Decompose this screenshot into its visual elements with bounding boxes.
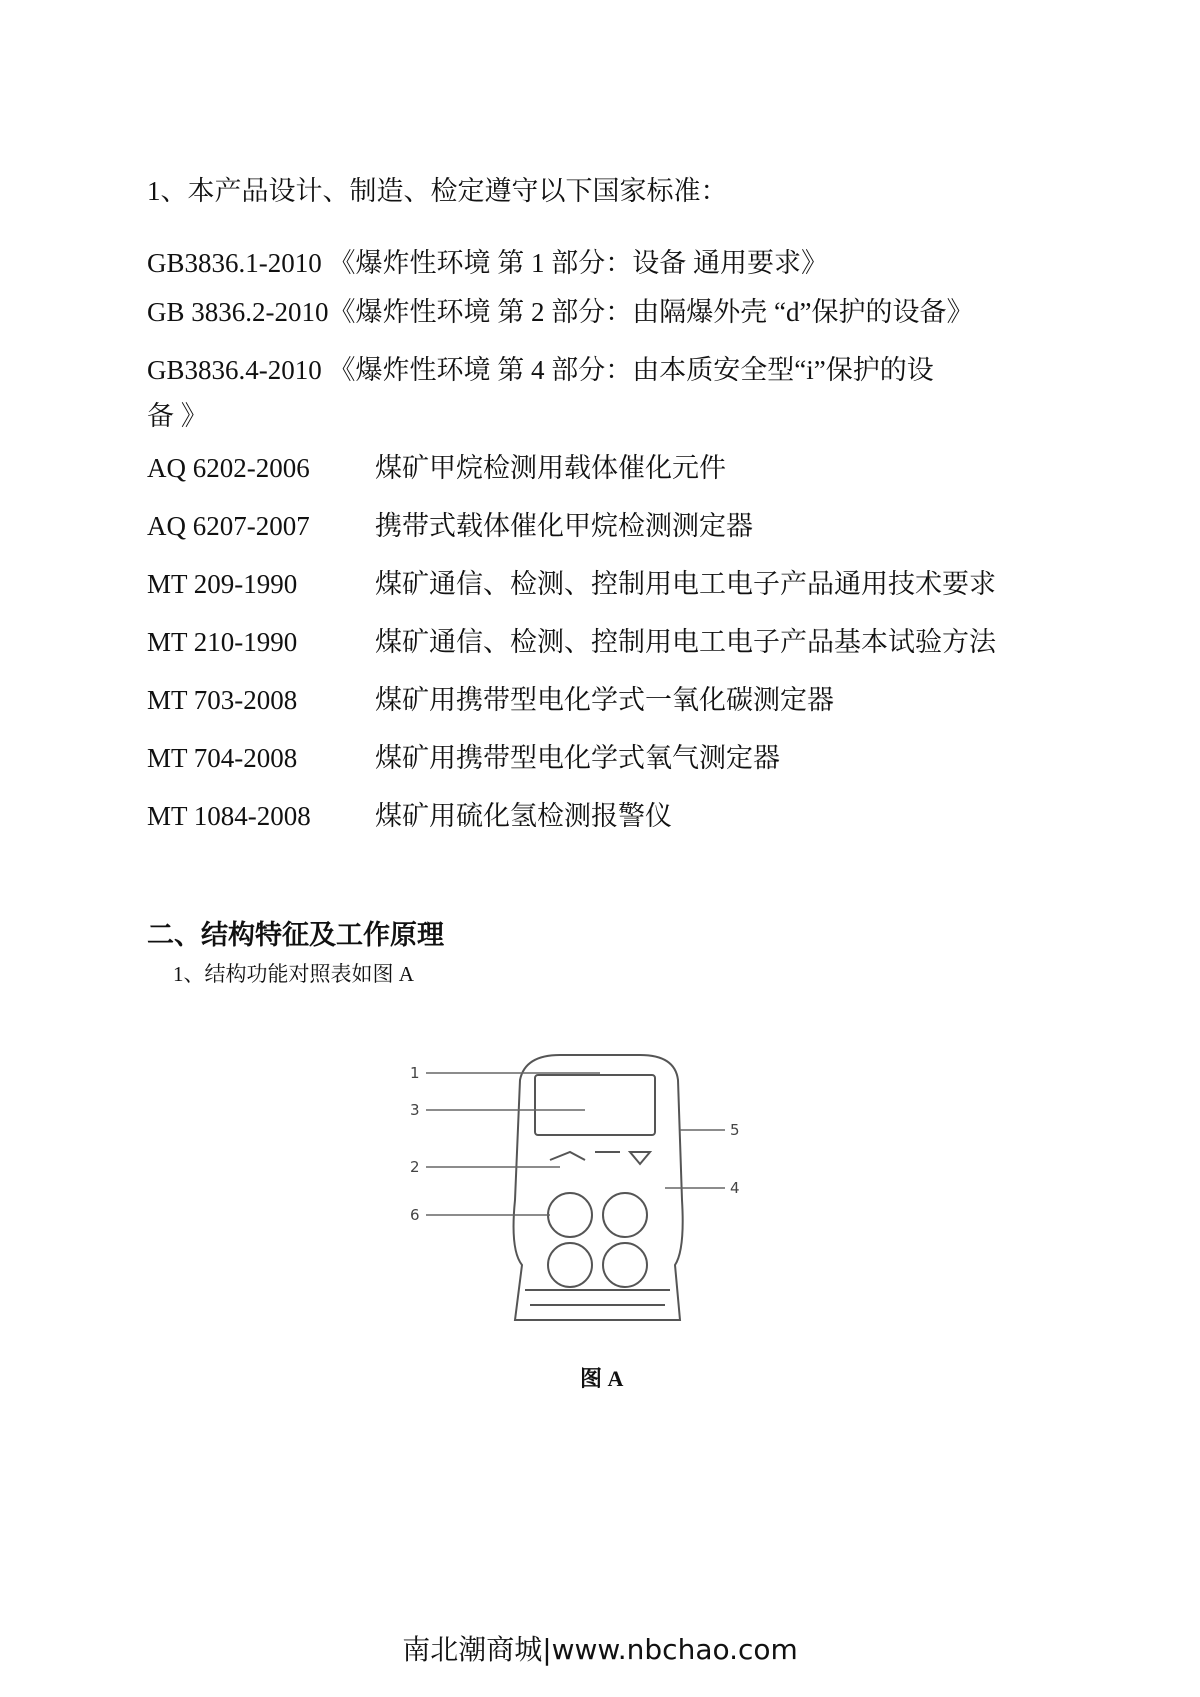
callout-label: 4 bbox=[730, 1179, 740, 1197]
section-subheading: 1、结构功能对照表如图 A bbox=[173, 962, 414, 986]
standard-row bbox=[147, 629, 996, 656]
callout-label: 6 bbox=[410, 1206, 420, 1224]
callout-label: 5 bbox=[730, 1121, 740, 1139]
standard-code: MT 210-1990 bbox=[147, 627, 298, 657]
standard-code: MT 209-1990 bbox=[147, 569, 298, 599]
standard-title: 煤矿用硫化氢检测报警仪 bbox=[375, 801, 672, 831]
standard-gb-4: GB3836.4-2010 《爆炸性环境 第 4 部分：由本质安全型“i”保护的设 bbox=[147, 355, 934, 385]
standard-row bbox=[147, 803, 672, 830]
standard-row bbox=[147, 513, 753, 540]
standard-code: MT 1084-2008 bbox=[147, 801, 311, 831]
standard-row bbox=[147, 571, 996, 598]
standard-code: MT 703-2008 bbox=[147, 685, 298, 715]
device-body bbox=[514, 1055, 683, 1320]
standard-row bbox=[147, 687, 834, 714]
standard-gb-2: GB 3836.2-2010《爆炸性环境 第 2 部分：由隔爆外壳 “d”保护的设备》 bbox=[147, 297, 974, 327]
standard-code: AQ 6207-2007 bbox=[147, 511, 310, 541]
standard-row bbox=[147, 455, 726, 482]
gas-detector-diagram bbox=[410, 1050, 770, 1330]
callout-label: 3 bbox=[410, 1101, 420, 1119]
standard-gb-4-cont: 备 》 bbox=[147, 401, 208, 431]
footer-watermark: 南北潮商城|www.nbchao.com bbox=[402, 1633, 798, 1666]
standard-title: 煤矿用携带型电化学式一氧化碳测定器 bbox=[375, 685, 834, 715]
callout-label: 2 bbox=[410, 1158, 420, 1176]
standard-title: 煤矿通信、检测、控制用电工电子产品通用技术要求 bbox=[375, 569, 996, 599]
callout-label: 1 bbox=[410, 1064, 420, 1082]
standard-title: 煤矿甲烷检测用载体催化元件 bbox=[375, 453, 726, 483]
standard-row bbox=[147, 745, 780, 772]
standard-code: MT 704-2008 bbox=[147, 743, 298, 773]
standard-gb-1: GB3836.1-2010 《爆炸性环境 第 1 部分：设备 通用要求》 bbox=[147, 248, 828, 278]
section-heading: 二、结构特征及工作原理 bbox=[147, 920, 444, 951]
intro-text: 1、本产品设计、制造、检定遵守以下国家标准： bbox=[147, 176, 728, 206]
standard-title: 煤矿通信、检测、控制用电工电子产品基本试验方法 bbox=[375, 627, 996, 657]
device-screen bbox=[535, 1075, 655, 1135]
device-buttons bbox=[550, 1152, 650, 1164]
standard-title: 煤矿用携带型电化学式氧气测定器 bbox=[375, 743, 780, 773]
standard-code: AQ 6202-2006 bbox=[147, 453, 310, 483]
figure-caption: 图 A bbox=[580, 1366, 624, 1391]
standard-title: 携带式载体催化甲烷检测测定器 bbox=[375, 511, 753, 541]
